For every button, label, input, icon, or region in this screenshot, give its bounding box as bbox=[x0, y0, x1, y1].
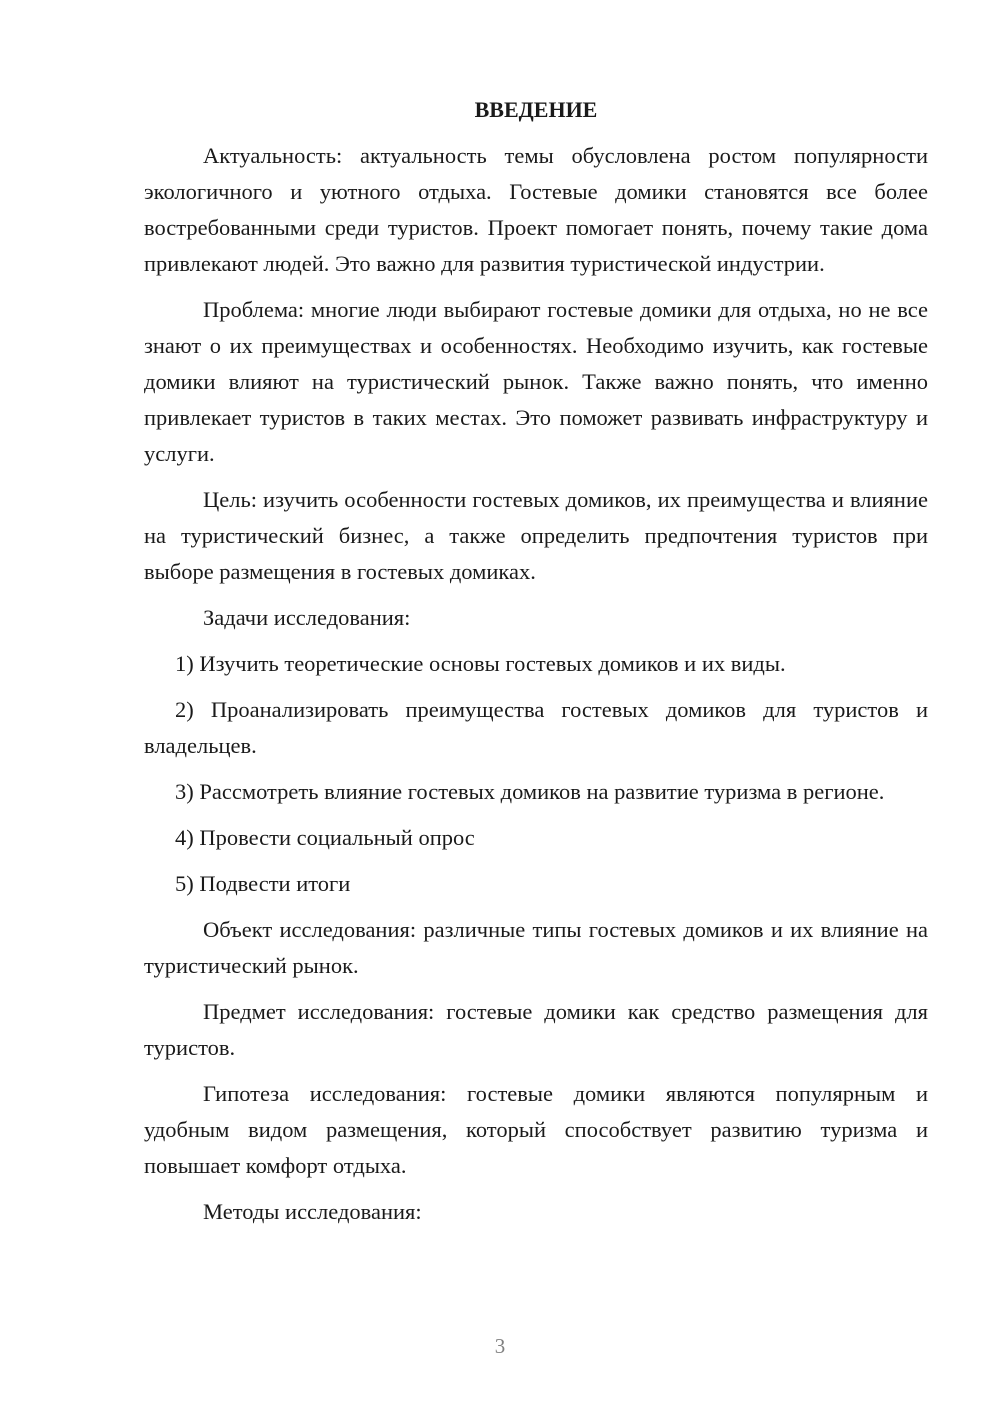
paragraph-goal: Цель: изучить особенности гостевых домиков, их преимущества и влияние на туристический бизнес, а также определить предпочтения туристов при выборе размещения в гостевых домиках. bbox=[144, 487, 928, 584]
task-item-4: 4) Провести социальный опрос bbox=[175, 825, 475, 850]
document-page bbox=[144, 92, 928, 1240]
paragraph-subject: Предмет исследования: гостевые домики как средство размещения для туристов. bbox=[144, 999, 928, 1060]
paragraph-hypothesis: Гипотеза исследования: гостевые домики являются популярным и удобным видом размещения, который способствует развитию туризма и повышает комфорт отдыха. bbox=[144, 1081, 928, 1178]
task-item-2: 2) Проанализировать преимущества гостевых домиков для туристов и владельцев. bbox=[144, 697, 928, 758]
paragraph-object: Объект исследования: различные типы гостевых домиков и их влияние на туристический рынок. bbox=[144, 917, 928, 978]
task-item-3: 3) Рассмотреть влияние гостевых домиков на развитие туризма в регионе. bbox=[175, 779, 885, 804]
paragraph-methods-heading: Методы исследования: bbox=[203, 1199, 422, 1224]
paragraph-relevance: Актуальность: актуальность темы обусловлена ростом популярности экологичного и уютного отдыха. Гостевые домики становятся все более востребованными среди туристов. Проект помогает понять, почему такие дома привлекают людей. Это важно для развития туристической индустрии. bbox=[144, 143, 928, 276]
page-title: ВВЕДЕНИЕ bbox=[474, 97, 598, 122]
paragraph-problem: Проблема: многие люди выбирают гостевые домики для отдыха, но не все знают о их преимуществах и особенностях. Необходимо изучить, как гостевые домики влияют на туристический рынок. Также важно понять, что именно привлекает туристов в таких местах. Это поможет развивать инфраструктуру и услуги. bbox=[144, 297, 928, 466]
paragraph-tasks-heading: Задачи исследования: bbox=[203, 605, 411, 630]
task-item-5: 5) Подвести итоги bbox=[175, 871, 351, 896]
page-number: 3 bbox=[494, 1334, 506, 1358]
task-item-1: 1) Изучить теоретические основы гостевых домиков и их виды. bbox=[175, 651, 786, 676]
